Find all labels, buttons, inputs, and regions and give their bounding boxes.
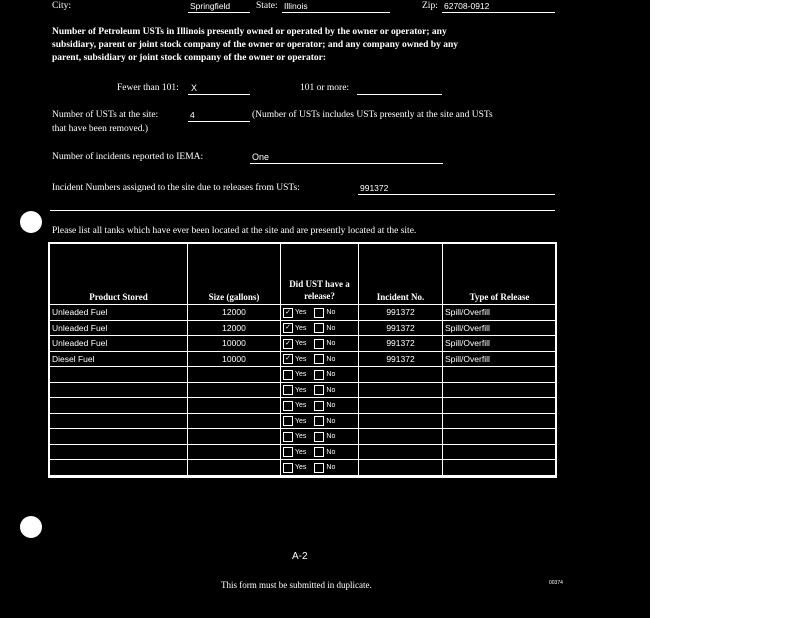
yes-label: Yes xyxy=(295,340,307,348)
yes-checkbox[interactable] xyxy=(283,401,293,411)
size-cell[interactable] xyxy=(188,367,281,383)
usts-note: that have been removed.) xyxy=(52,124,149,134)
incidents-reported-underline xyxy=(250,163,443,164)
no-checkbox[interactable] xyxy=(314,416,324,426)
release-cell xyxy=(281,382,359,398)
size-cell[interactable] xyxy=(188,382,281,398)
yes-checkbox[interactable]: ✓ xyxy=(283,323,293,333)
product-cell[interactable] xyxy=(50,460,188,476)
incident-cell[interactable]: 991372 xyxy=(359,305,443,321)
no-checkbox[interactable] xyxy=(314,447,324,457)
yes-checkbox[interactable] xyxy=(283,432,293,442)
document-code: 00374 xyxy=(549,580,563,586)
usts-at-site-underline xyxy=(188,121,250,122)
yes-label: Yes xyxy=(295,309,307,317)
header-type-of-release: Type of Release xyxy=(443,244,557,305)
tanks-table xyxy=(49,243,557,476)
incident-cell[interactable]: 991372 xyxy=(359,336,443,352)
no-label: No xyxy=(326,464,336,472)
incident-cell[interactable] xyxy=(359,460,443,476)
no-label: No xyxy=(326,386,336,394)
release-type-cell[interactable] xyxy=(443,398,557,414)
release-type-cell[interactable] xyxy=(443,444,557,460)
table-row xyxy=(50,429,557,445)
release-cell xyxy=(281,413,359,429)
usts-at-site-value[interactable]: 4 xyxy=(190,110,195,120)
product-cell[interactable] xyxy=(50,429,188,445)
incident-numbers-label: Incident Numbers assigned to the site due to releases from USTs: xyxy=(52,183,300,193)
zip-label: Zip: xyxy=(422,1,438,11)
fewer-than-101-underline xyxy=(188,94,250,95)
state-underline xyxy=(282,12,390,13)
no-checkbox[interactable] xyxy=(314,463,324,473)
yes-label: Yes xyxy=(295,464,307,472)
release-type-cell[interactable]: Spill/Overfill xyxy=(443,305,557,321)
no-label: No xyxy=(326,355,336,363)
submission-note: This form must be submitted in duplicate. xyxy=(221,580,372,590)
yes-checkbox[interactable] xyxy=(283,385,293,395)
incident-cell[interactable] xyxy=(359,444,443,460)
city-label: City: xyxy=(52,1,72,11)
fewer-than-101-value[interactable]: X xyxy=(191,83,198,93)
no-checkbox[interactable] xyxy=(314,401,324,411)
product-cell[interactable]: Unleaded Fuel xyxy=(50,305,188,321)
state-label: State: xyxy=(256,1,278,11)
zip-underline xyxy=(442,12,555,13)
yes-label: Yes xyxy=(295,355,307,363)
table-row xyxy=(50,460,557,476)
size-cell[interactable]: 12000 xyxy=(188,320,281,336)
header-incident-no: Incident No. xyxy=(359,244,443,305)
product-cell[interactable] xyxy=(50,382,188,398)
release-cell xyxy=(281,429,359,445)
yes-label: Yes xyxy=(295,402,307,410)
product-cell[interactable] xyxy=(50,444,188,460)
release-type-cell[interactable] xyxy=(443,429,557,445)
yes-checkbox[interactable]: ✓ xyxy=(283,354,293,364)
product-cell[interactable]: Unleaded Fuel xyxy=(50,320,188,336)
yes-checkbox[interactable] xyxy=(283,447,293,457)
incident-cell[interactable] xyxy=(359,398,443,414)
release-type-cell[interactable] xyxy=(443,382,557,398)
size-cell[interactable]: 10000 xyxy=(188,336,281,352)
size-cell[interactable] xyxy=(188,413,281,429)
no-checkbox[interactable] xyxy=(314,308,324,318)
incident-numbers-underline xyxy=(358,194,555,195)
size-cell[interactable] xyxy=(188,429,281,445)
incident-cell[interactable]: 991372 xyxy=(359,320,443,336)
yes-checkbox[interactable]: ✓ xyxy=(283,308,293,318)
incident-cell[interactable] xyxy=(359,413,443,429)
no-label: No xyxy=(326,448,336,456)
table-row xyxy=(50,351,557,367)
table-row xyxy=(50,305,557,321)
no-label: No xyxy=(326,433,336,441)
state-value[interactable]: Illinois xyxy=(284,1,308,11)
size-cell[interactable]: 12000 xyxy=(188,305,281,321)
size-cell[interactable] xyxy=(188,444,281,460)
product-cell[interactable]: Diesel Fuel xyxy=(50,351,188,367)
incidents-reported-label: Number of incidents reported to IEMA: xyxy=(52,152,204,162)
release-type-cell[interactable] xyxy=(443,413,557,429)
table-row xyxy=(50,336,557,352)
size-cell[interactable]: 10000 xyxy=(188,351,281,367)
incident-cell[interactable]: 991372 xyxy=(359,351,443,367)
no-checkbox[interactable] xyxy=(314,339,324,349)
usts-at-site-label: Number of USTs at the site: xyxy=(52,110,159,120)
city-value[interactable]: Springfield xyxy=(190,1,231,11)
release-type-cell[interactable]: Spill/Overfill xyxy=(443,320,557,336)
more-than-101-label: 101 or more: xyxy=(300,83,350,93)
yes-label: Yes xyxy=(295,417,307,425)
product-cell[interactable] xyxy=(50,398,188,414)
no-label: No xyxy=(326,340,336,348)
release-cell xyxy=(281,460,359,476)
incident-numbers-value[interactable]: 991372 xyxy=(360,183,389,193)
yes-checkbox[interactable] xyxy=(283,370,293,380)
release-type-cell[interactable] xyxy=(443,367,557,383)
punch-hole xyxy=(20,211,42,233)
more-than-101-underline xyxy=(357,94,442,95)
release-type-cell[interactable] xyxy=(443,460,557,476)
release-type-cell[interactable]: Spill/Overfill xyxy=(443,336,557,352)
yes-checkbox[interactable] xyxy=(283,416,293,426)
fewer-than-101-label: Fewer than 101: xyxy=(117,83,179,93)
table-row xyxy=(50,398,557,414)
release-cell xyxy=(281,367,359,383)
release-cell xyxy=(281,398,359,414)
table-row xyxy=(50,413,557,429)
no-label: No xyxy=(326,417,336,425)
yes-label: Yes xyxy=(295,433,307,441)
release-cell xyxy=(281,336,359,352)
no-label: No xyxy=(326,324,336,332)
ownership-question-line: Number of Petroleum USTs in Illinois presently owned or operated by the owner or operator; any xyxy=(52,27,447,37)
size-cell[interactable] xyxy=(188,460,281,476)
product-cell[interactable] xyxy=(50,413,188,429)
city-underline xyxy=(188,12,250,13)
yes-label: Yes xyxy=(295,371,307,379)
zip-value[interactable]: 62708-0912 xyxy=(444,1,490,11)
ownership-question-line: subsidiary, parent or joint stock company of the owner or operator; and any company owned by any xyxy=(52,40,458,50)
yes-label: Yes xyxy=(295,448,307,456)
usts-note: (Number of USTs includes USTs presently at the site and USTs xyxy=(252,110,493,120)
yes-checkbox[interactable]: ✓ xyxy=(283,339,293,349)
tanks-instruction: Please list all tanks which have ever been located at the site and are presently located at the site. xyxy=(52,226,417,236)
yes-checkbox[interactable] xyxy=(283,463,293,473)
no-checkbox[interactable] xyxy=(314,354,324,364)
release-cell xyxy=(281,444,359,460)
section-divider xyxy=(50,210,555,211)
incident-cell[interactable] xyxy=(359,367,443,383)
table-row xyxy=(50,444,557,460)
header-release: Did UST have a release? xyxy=(281,244,359,305)
release-cell xyxy=(281,351,359,367)
release-cell xyxy=(281,305,359,321)
product-cell[interactable] xyxy=(50,367,188,383)
release-type-cell[interactable]: Spill/Overfill xyxy=(443,351,557,367)
punch-hole xyxy=(20,516,42,538)
release-cell xyxy=(281,320,359,336)
no-checkbox[interactable] xyxy=(314,323,324,333)
yes-label: Yes xyxy=(295,386,307,394)
table-row xyxy=(50,320,557,336)
incident-cell[interactable] xyxy=(359,429,443,445)
table-row xyxy=(50,382,557,398)
header-size: Size (gallons) xyxy=(188,244,281,305)
ownership-question-line: parent, subsidiary or joint stock company of the owner or operator: xyxy=(52,53,326,63)
size-cell[interactable] xyxy=(188,398,281,414)
no-checkbox[interactable] xyxy=(314,432,324,442)
no-checkbox[interactable] xyxy=(314,385,324,395)
table-row xyxy=(50,367,557,383)
yes-label: Yes xyxy=(295,324,307,332)
no-checkbox[interactable] xyxy=(314,370,324,380)
no-label: No xyxy=(326,402,336,410)
product-cell[interactable]: Unleaded Fuel xyxy=(50,336,188,352)
incidents-reported-value[interactable]: One xyxy=(252,152,270,162)
no-label: No xyxy=(326,371,336,379)
header-product-stored: Product Stored xyxy=(50,244,188,305)
incident-cell[interactable] xyxy=(359,382,443,398)
page-number: A-2 xyxy=(292,551,308,562)
no-label: No xyxy=(326,309,336,317)
